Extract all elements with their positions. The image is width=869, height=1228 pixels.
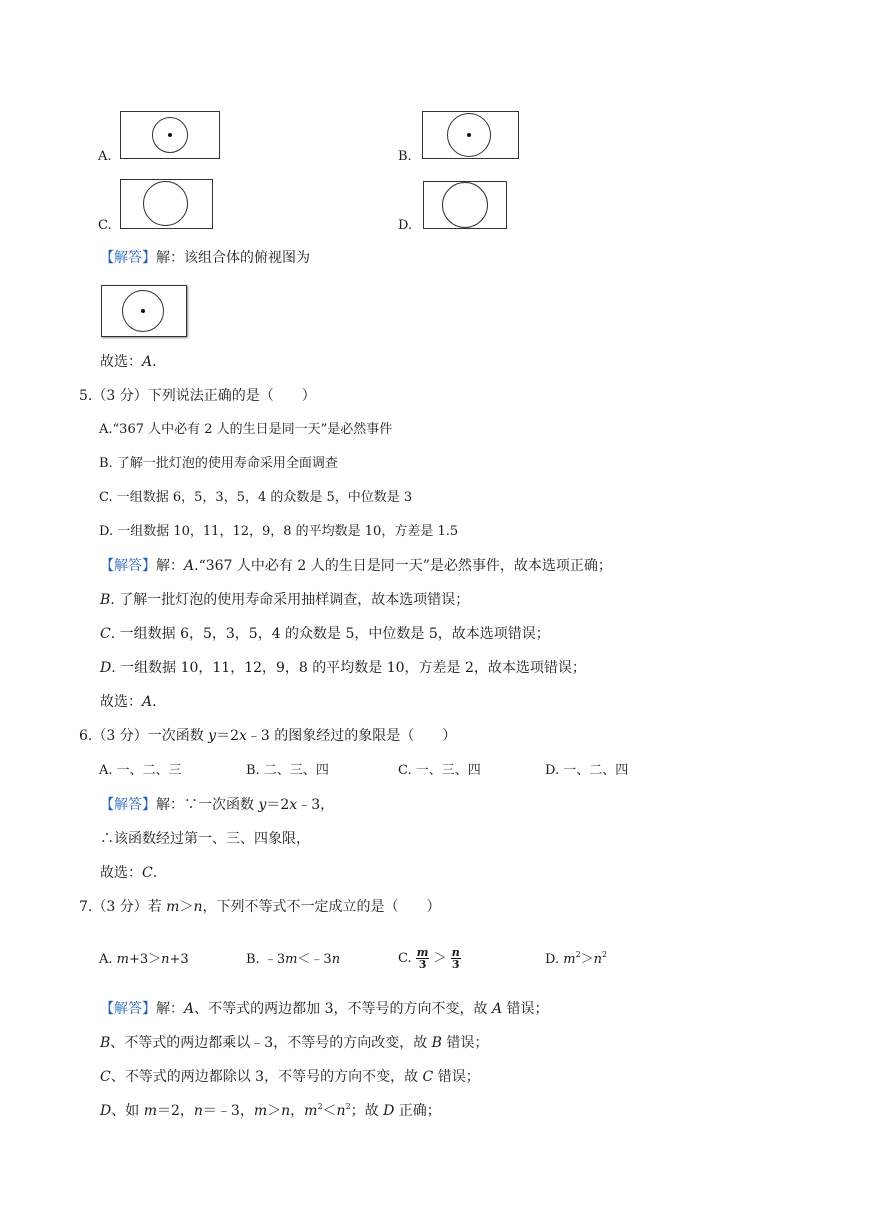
answer-letter: C (100, 626, 111, 642)
q7-option-c (398, 942, 461, 976)
answer-text: ， (290, 1103, 305, 1119)
var-m: m (563, 952, 576, 967)
answer-letter: B (100, 592, 111, 608)
option-label: B. ﹣3 (246, 952, 286, 967)
choice-letter: C (142, 865, 153, 881)
var-n: n (281, 1103, 291, 1119)
q5-option-a: A.“367 人中必有 2 人的生日是同一天”是必然事件 (99, 422, 393, 437)
choice-prefix: 故选： (100, 865, 142, 881)
q5-answer-a (100, 557, 612, 575)
answer-letter: A (491, 1001, 503, 1017)
exponent: 2 (345, 1102, 351, 1111)
q7-answer-c (100, 1068, 480, 1086)
var-n: n (193, 899, 203, 915)
q5-answer-d (100, 659, 586, 677)
var-m: m (116, 952, 129, 967)
answer-text: 、不等式的两边都除以 3，不等号的方向不变，故 (110, 1069, 423, 1085)
option-label: D. (545, 952, 564, 967)
answer-letter: D (383, 1103, 395, 1119)
var-m: m (166, 899, 180, 915)
answer-tag: 【解答】 (100, 797, 156, 813)
var-m: m (304, 1103, 318, 1119)
denominator: 3 (418, 958, 427, 971)
stem-text: 6.（3 分）一次函数 (79, 728, 209, 744)
q4-answer-line (100, 249, 310, 267)
answer-text: ＝2 (266, 797, 290, 813)
var-n: n (331, 952, 341, 967)
rectangle-figure (120, 111, 220, 159)
circle-figure (442, 182, 488, 228)
numerator: n (451, 946, 460, 959)
answer-text: 错误； (433, 1069, 480, 1085)
var-n: n (593, 952, 603, 967)
answer-text: . 一组数据 6，5，3，5，4 的众数是 5，中位数是 5，故本选项错误； (110, 626, 550, 642)
center-dot (141, 309, 145, 313)
answer-text: ＞ (267, 1103, 282, 1119)
q6-stem (79, 727, 456, 745)
answer-text: 、不等式的两边都乘以﹣3，不等号的方向改变，故 (110, 1035, 432, 1051)
q5-answer-b (100, 591, 469, 609)
answer-text: ﹣3， (297, 797, 335, 813)
option-label: C. (398, 951, 416, 966)
fraction-n-over-3 (451, 947, 461, 970)
var-y: y (258, 797, 267, 813)
answer-text: ＝﹣3， (202, 1103, 254, 1119)
q6-option-c: C. 一、三、四 (398, 763, 481, 778)
center-dot (467, 133, 471, 137)
q7-stem (79, 898, 440, 916)
answer-letter: A (184, 1001, 195, 1017)
answer-text: 、如 (111, 1103, 144, 1119)
answer-text: ；故 (350, 1103, 384, 1119)
var-m: m (143, 1103, 157, 1119)
circle-figure (143, 181, 188, 226)
q5-option-b: B. 了解一批灯泡的使用寿命采用全面调查 (99, 456, 338, 471)
var-n: n (193, 1103, 203, 1119)
q5-stem: 5.（3 分）下列说法正确的是（ ） (79, 388, 316, 404)
choice-prefix: 故选： (100, 694, 142, 710)
fraction-m-over-3 (416, 947, 430, 970)
var-x: x (239, 728, 247, 744)
var-m: m (253, 1103, 268, 1119)
answer-tag: 【解答】 (100, 558, 156, 574)
answer-tag: 【解答】 (100, 1001, 156, 1017)
answer-text: . 了解一批灯泡的使用寿命采用抽样调查，故本选项错误； (110, 592, 470, 608)
option-label: A. (98, 149, 112, 164)
q6-answer-line2: ∴该函数经过第一、三、四象限， (100, 831, 310, 847)
stem-text: ﹣3 的图象经过的象限是（ ） (246, 728, 457, 744)
q6-option-a: A. 一、二、三 (99, 763, 182, 778)
choice-end: . (152, 865, 158, 881)
answer-text: ＜ (322, 1103, 337, 1119)
var-n: n (336, 1103, 346, 1119)
answer-letter: C (422, 1069, 434, 1085)
exponent: 2 (602, 950, 608, 959)
answer-text: 正确； (394, 1103, 441, 1119)
answer-text: 解：∵一次函数 (156, 797, 259, 813)
q6-choice (100, 864, 157, 882)
answer-letter: D (100, 1103, 112, 1119)
answer-tag: 【解答】 (100, 250, 156, 266)
answer-letter: B (100, 1035, 111, 1051)
option-label: A. (99, 952, 117, 967)
option-text: +3 (169, 952, 189, 967)
option-text: ＜﹣3 (297, 952, 332, 967)
q7-option-d (545, 951, 607, 969)
q5-option-c: C. 一组数据 6，5，3，5，4 的众数是 5，中位数是 3 (99, 490, 413, 505)
answer-letter: C (100, 1069, 111, 1085)
q7-option-a (99, 951, 189, 969)
choice-letter: A (142, 354, 153, 370)
rectangle-figure (423, 181, 507, 229)
option-label: B. (398, 149, 412, 164)
stem-text: ＞ (179, 899, 194, 915)
q7-option-b (246, 951, 340, 969)
answer-figure (101, 285, 187, 337)
q6-option-b: B. 二、三、四 (246, 763, 329, 778)
answer-letter: D (100, 660, 112, 676)
option-text: +3＞ (128, 952, 162, 967)
q6-answer-line1 (100, 796, 334, 814)
q4-choice (100, 353, 157, 371)
answer-text: 错误； (441, 1035, 489, 1051)
option-text: ＞ (433, 951, 447, 966)
choice-prefix: 故选： (100, 354, 142, 370)
answer-prefix: 解： (156, 558, 184, 574)
q5-answer-c (100, 625, 550, 643)
var-x: x (289, 797, 298, 813)
denominator: 3 (451, 958, 460, 971)
q5-option-d: D. 一组数据 10，11，12，9，8 的平均数是 10，方差是 1.5 (99, 524, 459, 539)
q6-option-d: D. 一、二、四 (545, 763, 629, 778)
answer-text: . 一组数据 10，11，12，9，8 的平均数是 10，方差是 2，故本选项错误； (111, 660, 586, 676)
q5-choice (100, 693, 157, 711)
answer-letter: A (184, 558, 195, 574)
choice-end: . (152, 694, 157, 710)
answer-text: 、不等式的两边都加 3，不等号的方向不变，故 (194, 1001, 492, 1017)
rectangle-figure (120, 179, 213, 229)
var-n: n (161, 952, 170, 967)
option-text: ＞ (580, 952, 594, 967)
numerator: m (416, 946, 429, 959)
answer-text: 解：该组合体的俯视图为 (156, 250, 310, 266)
choice-letter: A (142, 694, 153, 710)
center-dot (168, 133, 172, 137)
answer-prefix: 解： (156, 1001, 184, 1017)
var-m: m (285, 952, 298, 967)
answer-text: .“367 人中必有 2 人的生日是同一天”是必然事件，故本选项正确； (194, 558, 612, 574)
answer-letter: B (431, 1035, 442, 1051)
exponent: 2 (317, 1102, 323, 1111)
var-y: y (208, 728, 217, 744)
stem-text: 7.（3 分）若 (79, 899, 167, 915)
answer-text: ＝2， (156, 1103, 194, 1119)
exponent: 2 (575, 950, 581, 959)
q7-answer-a (100, 1000, 549, 1018)
option-label: C. (98, 218, 112, 233)
stem-text: ＝2 (216, 728, 240, 744)
q7-answer-d (100, 1102, 441, 1120)
rectangle-figure (422, 111, 519, 159)
answer-text: 错误； (502, 1001, 549, 1017)
q7-answer-b (100, 1034, 488, 1052)
choice-end: . (152, 354, 157, 370)
stem-text: ，下列不等式不一定成立的是（ ） (202, 899, 441, 915)
option-label: D. (398, 218, 413, 233)
